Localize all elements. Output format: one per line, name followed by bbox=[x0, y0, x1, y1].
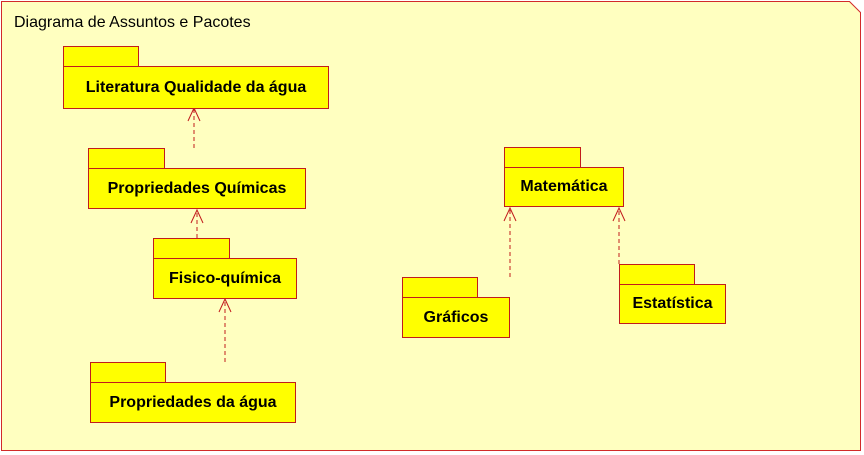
package-propriedades-agua[interactable] bbox=[90, 362, 296, 423]
package-label: Propriedades Químicas bbox=[88, 168, 306, 209]
package-label: Matemática bbox=[504, 167, 624, 207]
diagram-title: Diagrama de Assuntos e Pacotes bbox=[14, 14, 251, 31]
package-label: Gráficos bbox=[402, 297, 510, 338]
package-tab bbox=[402, 277, 478, 298]
package-estatistica[interactable] bbox=[619, 264, 726, 324]
package-matematica[interactable] bbox=[504, 147, 624, 207]
package-tab bbox=[88, 148, 165, 169]
package-tab bbox=[90, 362, 166, 383]
dependency-estatistica-to-matematica bbox=[613, 208, 625, 264]
dependency-agua-to-fisico bbox=[219, 299, 231, 362]
package-literatura-qualidade-agua[interactable] bbox=[63, 46, 329, 109]
package-graficos[interactable] bbox=[402, 277, 510, 338]
dependency-quimicas-to-literatura bbox=[188, 108, 200, 148]
package-propriedades-quimicas[interactable] bbox=[88, 148, 306, 209]
dependency-fisico-to-quimicas bbox=[191, 210, 203, 238]
package-tab bbox=[63, 46, 139, 67]
package-label: Estatística bbox=[619, 284, 726, 324]
package-label: Literatura Qualidade da água bbox=[63, 66, 329, 109]
package-label: Propriedades da água bbox=[90, 382, 296, 423]
package-tab bbox=[153, 238, 230, 259]
package-tab bbox=[619, 264, 695, 285]
package-fisico-quimica[interactable] bbox=[153, 238, 297, 299]
package-label: Fisico-química bbox=[153, 258, 297, 299]
package-tab bbox=[504, 147, 581, 168]
dependency-graficos-to-matematica bbox=[504, 208, 516, 277]
